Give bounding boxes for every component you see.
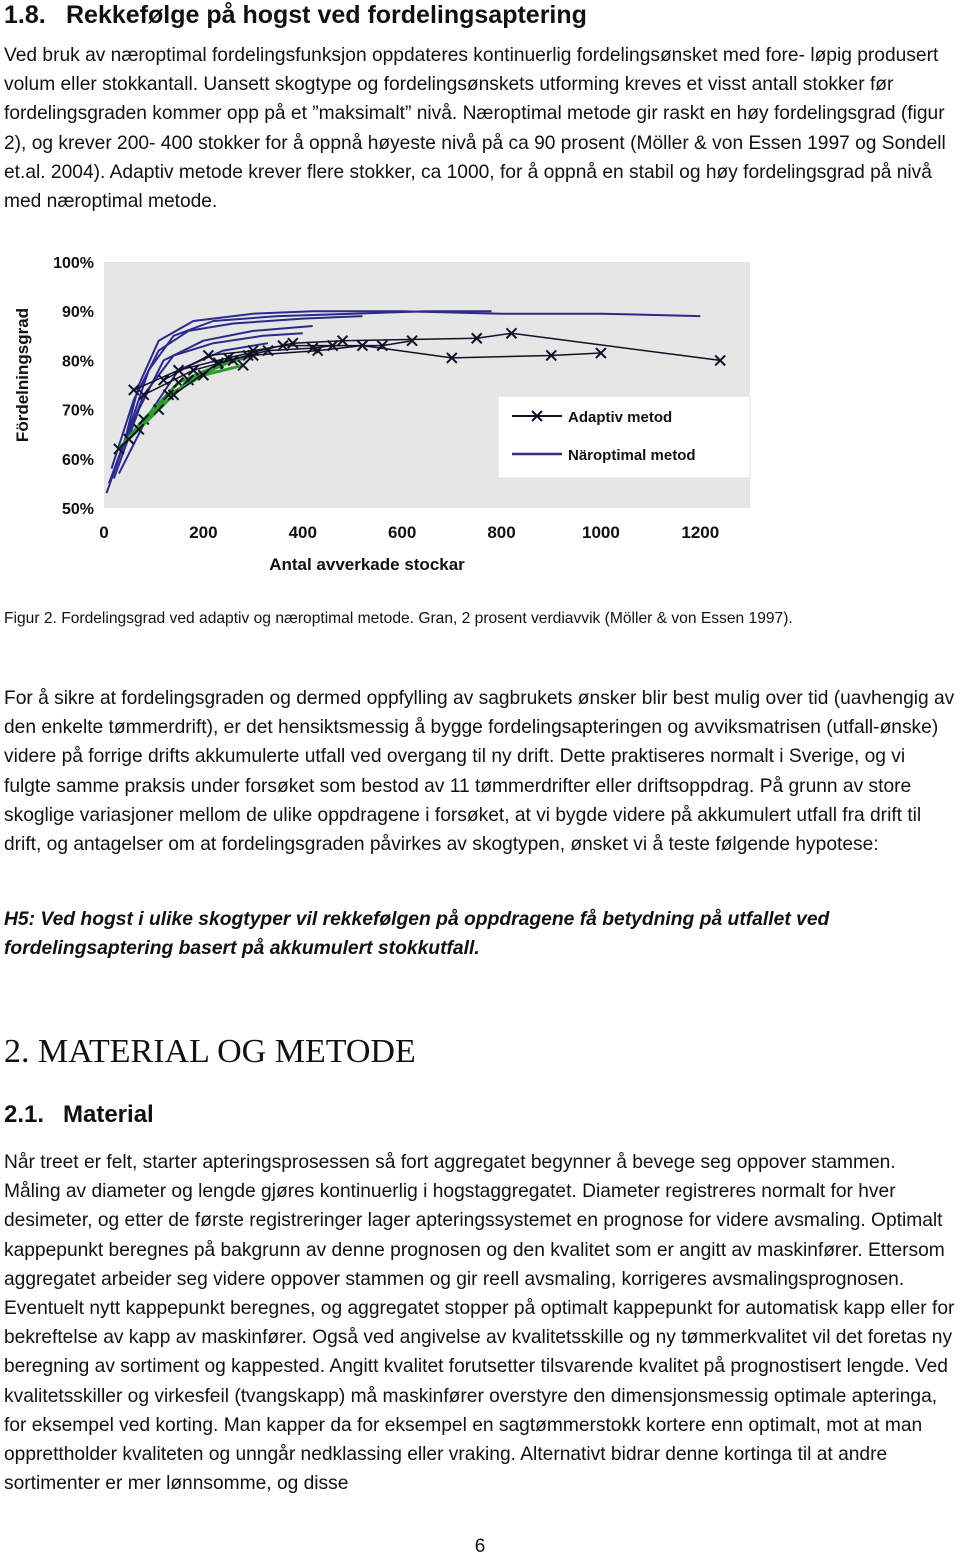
section-number: 1.8. <box>4 1 46 29</box>
subsection-heading <box>4 1099 154 1131</box>
figure-2-chart <box>0 238 780 583</box>
y-axis-label: Fördelningsgrad <box>13 307 32 443</box>
x-tick-label: 400 <box>288 523 317 542</box>
section-heading <box>4 0 587 30</box>
y-tick-label: 70% <box>61 402 94 420</box>
y-tick-label: 60% <box>61 451 94 469</box>
x-tick-label: 800 <box>487 523 516 542</box>
subsection-title: Material <box>63 1101 154 1128</box>
y-tick-label: 100% <box>53 255 94 272</box>
page-number: 6 <box>474 1536 486 1557</box>
material-paragraph: Når treet er felt, starter apteringsprosessen så fort aggregatet begynner å bevege seg oppover stammen. Måling av diameter og lengde gjøres kontinuerlig i hogstaggregatet. Diameter registreres normalt for hver desimeter, og etter de første registreringer lager apteringssystemet en prognose for videre avsmaling. Optimalt kappepunkt beregnes på bakgrunn av denne prognosen og den kvalitet som er angitt av maskinfører. Ettersom aggregatet arbeider seg videre oppover stammen og gir reell avsmaling, korrigeres avsmalingsprognosen. Eventuelt nytt kappepunkt beregnes, og aggregatet stopper på optimalt kappepunkt for automatisk kapp eller for bekreftelse av kapp av maskinfører. Også ved angivelse av kvalitetsskille og ny tømmerkvalitet vil det foretas ny beregning av sortiment og kappested. Angitt kvalitet forutsetter tilsvarende kvalitet på prognostisert lengde. Ved kvalitetsskiller og virkesfeil (tvangskapp) må maskinfører overstyre den dimensjonsmessig optimale apteringa, for eksempel ved korting. Man kapper da for eksempel en sagtømmerstokk kortere enn optimalt, mot at man opprettholder kvaliteten og unngår nedklassing eller vraking. Alternativt bidrar denne kortinga til at andre sortimenter er mer lønnsomme, og disse <box>4 1152 955 1495</box>
legend-adaptive-label: Adaptiv metod <box>568 409 673 426</box>
hypothesis-h5: H5: Ved hogst i ulike skogtyper vil rekkefølgen på oppdragene få betydning på utfallet ved fordelingsaptering basert på akkumulert stokkutfall. <box>4 909 830 960</box>
intro-paragraph: Ved bruk av næroptimal fordelingsfunksjon oppdateres kontinuerlig fordelingsønsket med fore- løpig produsert volum eller stokkantall. Uansett skogtype og fordelingsønskets utforming kreves et visst antall stokker før fordelingsgraden kommer opp på et ”maksimalt” nivå. Næroptimal metode gir raskt en høy fordelingsgrad (figur 2), og krever 200- 400 stokker for å oppnå høyeste nivå på ca 90 prosent (Möller & von Essen 1997 og Sondell et.al. 2004). Adaptiv metode krever flere stokker, ca 1000, for å oppnå en stabil og høy fordelingsgrad på nivå med næroptimal metode. <box>4 45 946 213</box>
section-title: Rekkefølge på hogst ved fordelingsaptering <box>66 1 587 29</box>
legend-nearoptimal-label: Näroptimal metod <box>568 447 696 464</box>
subsection-number: 2.1. <box>4 1101 45 1128</box>
hypothesis-context-paragraph: For å sikre at fordelingsgraden og dermed oppfylling av sagbrukets ønsker blir best mulig over tid (uavhengig av den enkelte tømmerdrift), er det hensiktsmessig å bygge fordelingsapteringen og avviksmatrisen (utfall-ønske) videre på forrige drifts akkumulerte utfall ved overgang til ny drift. Dette praktiseres normalt i Sverige, og vi fulgte samme praksis under forsøket som bestod av 11 tømmerdrifter eller driftsoppdrag. På grunn av store skoglige variasjoner mellom de ulike oppdragene i forsøket, at vi bygde videre på akkumulert utfall fra drift til drift, og antagelser om at fordelingsgraden påvirkes av skogtypen, ønsket vi å teste følgende hypotese: <box>4 688 955 856</box>
x-tick-label: 200 <box>189 523 218 542</box>
chapter-heading: 2. MATERIAL OG METODE <box>4 1033 416 1070</box>
y-tick-label: 50% <box>61 501 94 518</box>
x-tick-label: 0 <box>99 523 109 542</box>
x-axis-label: Antal avverkade stockar <box>269 555 465 574</box>
y-tick-label: 90% <box>61 304 94 322</box>
x-tick-label: 1000 <box>582 523 620 542</box>
x-tick-label: 1200 <box>681 523 720 542</box>
x-tick-label: 600 <box>387 523 417 542</box>
figure-caption: Figur 2. Fordelingsgrad ved adaptiv og næroptimal metode. Gran, 2 prosent verdiavvik (Möller & von Essen 1997). <box>4 610 793 627</box>
y-tick-label: 80% <box>61 353 94 371</box>
